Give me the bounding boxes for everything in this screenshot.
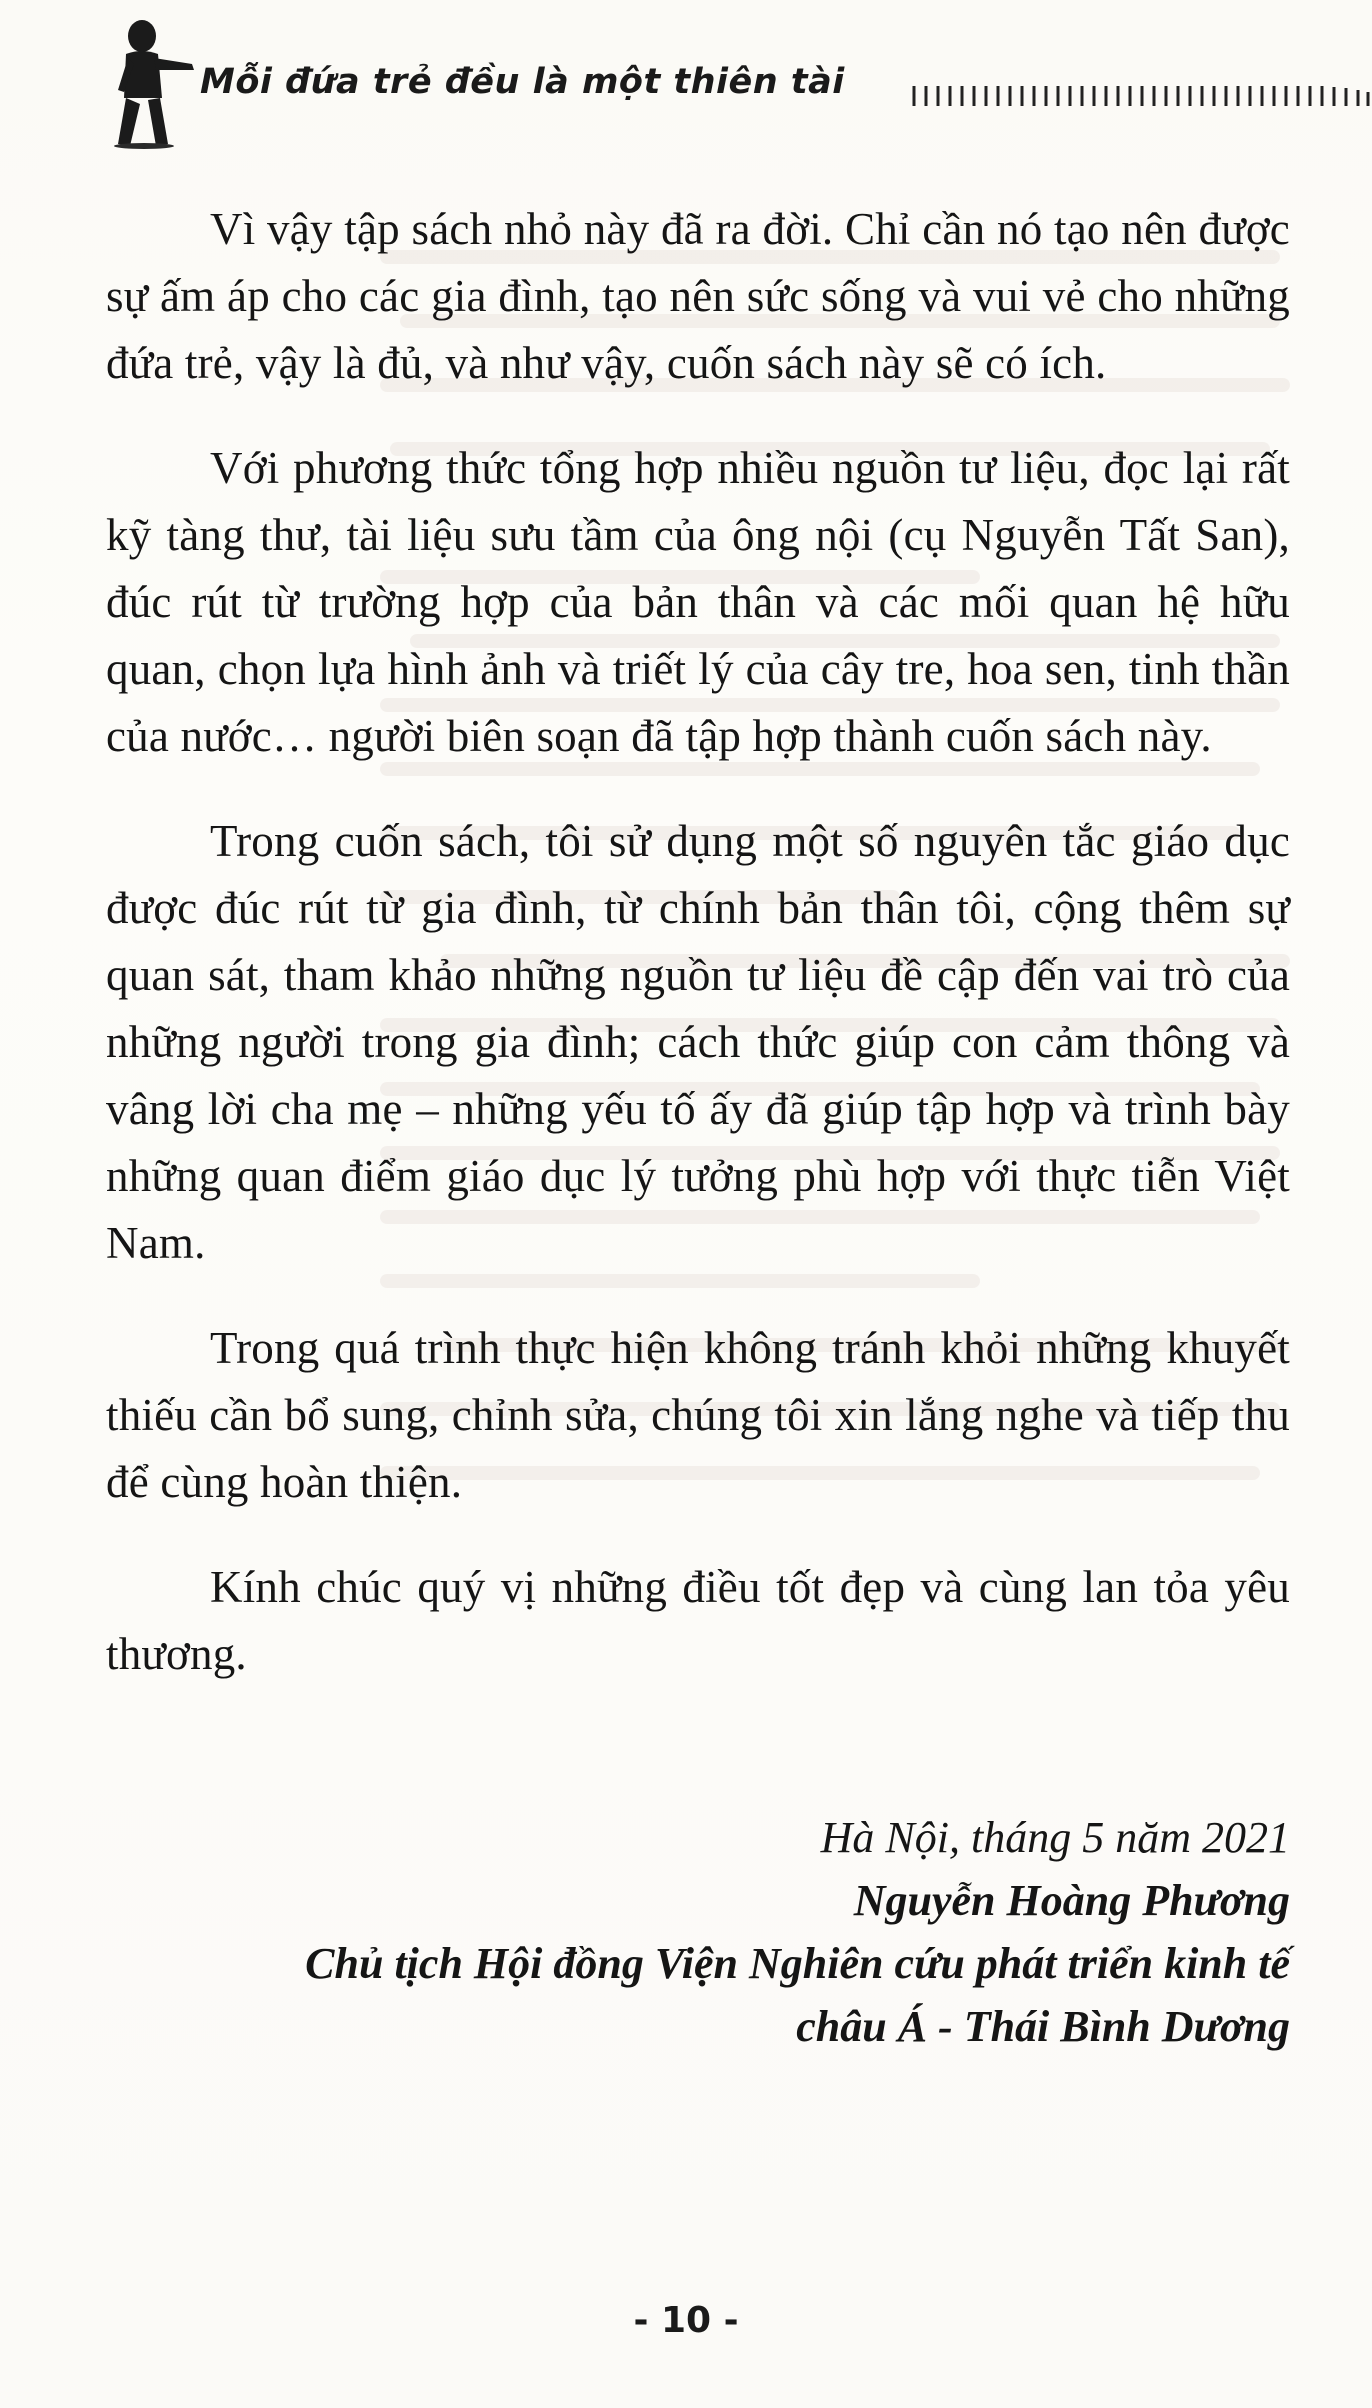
tick-marks-ornament [910, 78, 1372, 112]
paragraph-2: Với phương thức tổng hợp nhiều nguồn tư liệu, đọc lại rất kỹ tàng thư, tài liệu sưu tầm của ông nội (cụ Nguyễn Tất San), đúc rút từ trường hợp của bản thân và các mối quan hệ hữu quan, chọn lựa hình ảnh và triết lý của cây tre, hoa sen, tinh thần của nước… người biên soạn đã tập hợp thành cuốn sách này. [106, 443, 1290, 761]
place-date: Hà Nội, tháng 5 năm 2021 [820, 1813, 1290, 1862]
paragraph-3: Trong cuốn sách, tôi sử dụng một số nguyên tắc giáo dục được đúc rút từ gia đình, từ chính bản thân tôi, cộng thêm sự quan sát, tham khảo những nguồn tư liệu đề cập đến vai trò của những người trong gia đình; cách thức giúp con cảm thông và vâng lời cha mẹ – những yếu tố ấy đã giúp tập hợp và trình bày những quan điểm giáo dục lý tưởng phù hợp với thực tiễn Việt Nam. [106, 816, 1290, 1268]
author-title-line-1: Chủ tịch Hội đồng Viện Nghiên cứu phát triển kinh tế [305, 1939, 1290, 1988]
author-title-line-2: châu Á - Thái Bình Dương [796, 2002, 1290, 2051]
running-title: Mỗi đứa trẻ đều là một thiên tài [200, 62, 845, 102]
author-name: Nguyễn Hoàng Phương [853, 1876, 1290, 1925]
signature-block [106, 1806, 1290, 2058]
paragraph-1: Vì vậy tập sách nhỏ này đã ra đời. Chỉ cần nó tạo nên được sự ấm áp cho các gia đình, tạo nên sức sống và vui vẻ cho những đứa trẻ, vậy là đủ, và như vậy, cuốn sách này sẽ có ích. [106, 204, 1290, 388]
paragraph-4: Trong quá trình thực hiện không tránh khỏi những khuyết thiếu cần bổ sung, chỉnh sửa, chúng tôi xin lắng nghe và tiếp thu để cùng hoàn thiện. [106, 1323, 1290, 1507]
standing-person-silhouette-icon [96, 14, 206, 150]
page-number: - 10 - [633, 2300, 739, 2341]
body-text [106, 196, 1290, 1726]
paragraph-5: Kính chúc quý vị những điều tốt đẹp và cùng lan tỏa yêu thương. [106, 1562, 1290, 1679]
running-header [0, 0, 1372, 170]
